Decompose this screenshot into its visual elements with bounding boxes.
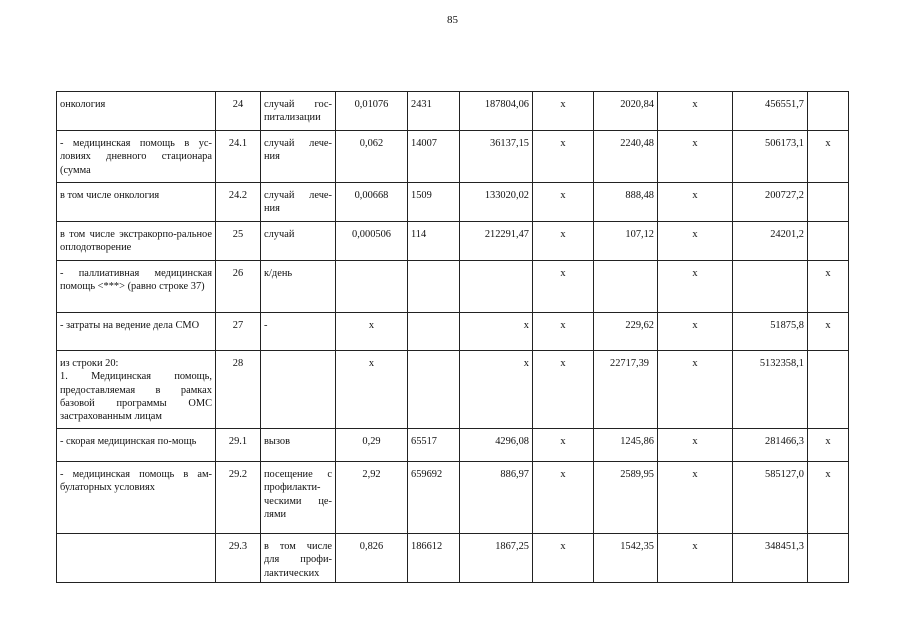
row-number-cell: 29.1: [216, 429, 261, 462]
cost-cell: 886,97: [460, 462, 533, 534]
total-cell: 200727,2: [733, 183, 808, 222]
col7-cell: х: [533, 92, 594, 131]
col7-cell: х: [533, 131, 594, 183]
page-number: 85: [447, 14, 458, 26]
norm-cell: 0,00668: [336, 183, 408, 222]
cost-cell: 133020,02: [460, 183, 533, 222]
unit-cell: случай гос-питализации: [261, 92, 336, 131]
count-cell: 186612: [408, 534, 460, 583]
unit-cell: к/день: [261, 261, 336, 313]
unit-cell: случай: [261, 222, 336, 261]
per-capita-cell: 2020,84: [594, 92, 658, 131]
col7-cell: х: [533, 261, 594, 313]
col11-cell: [808, 351, 849, 429]
norm-cell: 2,92: [336, 462, 408, 534]
col11-cell: [808, 222, 849, 261]
table-row: [57, 261, 849, 313]
row-name-cell: в том числе онкология: [57, 183, 216, 222]
unit-cell: случай лече-ния: [261, 183, 336, 222]
row-number-cell: 24.2: [216, 183, 261, 222]
col11-cell: х: [808, 261, 849, 313]
count-cell: 659692: [408, 462, 460, 534]
col9-cell: х: [658, 351, 733, 429]
col11-cell: х: [808, 313, 849, 351]
cost-cell: х: [460, 351, 533, 429]
row-name-cell: - паллиативная медицинская помощь <***> (равно строке 37): [57, 261, 216, 313]
cost-cell: 187804,06: [460, 92, 533, 131]
per-capita-cell: 2240,48: [594, 131, 658, 183]
per-capita-cell: 1542,35: [594, 534, 658, 583]
data-table: [56, 91, 849, 583]
per-capita-cell: 1245,86: [594, 429, 658, 462]
count-cell: 65517: [408, 429, 460, 462]
count-cell: 14007: [408, 131, 460, 183]
count-cell: 1509: [408, 183, 460, 222]
norm-cell: х: [336, 313, 408, 351]
row-number-cell: 26: [216, 261, 261, 313]
table-row: [57, 351, 849, 429]
count-cell: 114: [408, 222, 460, 261]
table-row: [57, 183, 849, 222]
row-name-cell: - медицинская помощь в ус-ловиях дневного стационара (сумма: [57, 131, 216, 183]
table-row: [57, 131, 849, 183]
row-name-cell: - медицинская помощь в ам-булаторных условиях: [57, 462, 216, 534]
table-row: [57, 429, 849, 462]
col7-cell: х: [533, 183, 594, 222]
count-cell: [408, 261, 460, 313]
col7-cell: х: [533, 534, 594, 583]
cost-cell: [460, 261, 533, 313]
row-number-cell: 24.1: [216, 131, 261, 183]
total-cell: 51875,8: [733, 313, 808, 351]
table-row: [57, 92, 849, 131]
per-capita-cell: [594, 261, 658, 313]
per-capita-cell: 2589,95: [594, 462, 658, 534]
col9-cell: х: [658, 183, 733, 222]
unit-cell: [261, 351, 336, 429]
per-capita-cell: 888,48: [594, 183, 658, 222]
total-cell: 456551,7: [733, 92, 808, 131]
table-row: [57, 313, 849, 351]
unit-cell: в том числе для профи-лактических: [261, 534, 336, 583]
norm-cell: 0,01076: [336, 92, 408, 131]
total-cell: 348451,3: [733, 534, 808, 583]
col9-cell: х: [658, 222, 733, 261]
col9-cell: х: [658, 313, 733, 351]
unit-cell: вызов: [261, 429, 336, 462]
col11-cell: х: [808, 429, 849, 462]
row-number-cell: 29.3: [216, 534, 261, 583]
total-cell: 281466,3: [733, 429, 808, 462]
col7-cell: х: [533, 222, 594, 261]
count-cell: [408, 313, 460, 351]
per-capita-cell: 229,62: [594, 313, 658, 351]
col9-cell: х: [658, 92, 733, 131]
cost-cell: 212291,47: [460, 222, 533, 261]
col7-cell: х: [533, 462, 594, 534]
per-capita-cell: 22717,39: [594, 351, 658, 429]
row-name-cell: из строки 20: 1. Медицинская помощь, предоставляемая в рамках базовой программы ОМС застрахованным лицам: [57, 351, 216, 429]
col11-cell: х: [808, 131, 849, 183]
count-cell: 2431: [408, 92, 460, 131]
table-row: [57, 534, 849, 583]
norm-cell: 0,29: [336, 429, 408, 462]
row-number-cell: 28: [216, 351, 261, 429]
norm-cell: х: [336, 351, 408, 429]
row-number-cell: 24: [216, 92, 261, 131]
col9-cell: х: [658, 462, 733, 534]
col7-cell: х: [533, 313, 594, 351]
col11-cell: [808, 534, 849, 583]
col9-cell: х: [658, 261, 733, 313]
row-name-cell: - скорая медицинская по-мощь: [57, 429, 216, 462]
cost-cell: 4296,08: [460, 429, 533, 462]
col7-cell: х: [533, 351, 594, 429]
col9-cell: х: [658, 131, 733, 183]
total-cell: 585127,0: [733, 462, 808, 534]
cost-cell: 1867,25: [460, 534, 533, 583]
cost-cell: х: [460, 313, 533, 351]
table-row: [57, 462, 849, 534]
col9-cell: х: [658, 534, 733, 583]
count-cell: [408, 351, 460, 429]
unit-cell: случай лече-ния: [261, 131, 336, 183]
row-number-cell: 29.2: [216, 462, 261, 534]
col11-cell: х: [808, 462, 849, 534]
total-cell: 506173,1: [733, 131, 808, 183]
norm-cell: 0,000506: [336, 222, 408, 261]
norm-cell: 0,062: [336, 131, 408, 183]
unit-cell: посещение с профилакти-ческими це-лями: [261, 462, 336, 534]
table-row: [57, 222, 849, 261]
total-cell: 24201,2: [733, 222, 808, 261]
unit-cell: -: [261, 313, 336, 351]
col7-cell: х: [533, 429, 594, 462]
total-cell: 5132358,1: [733, 351, 808, 429]
row-number-cell: 27: [216, 313, 261, 351]
row-number-cell: 25: [216, 222, 261, 261]
cost-cell: 36137,15: [460, 131, 533, 183]
row-name-cell: [57, 534, 216, 583]
per-capita-cell: 107,12: [594, 222, 658, 261]
col9-cell: х: [658, 429, 733, 462]
col11-cell: [808, 183, 849, 222]
row-name-cell: в том числе экстракорпо-ральное оплодотворение: [57, 222, 216, 261]
norm-cell: [336, 261, 408, 313]
row-name-cell: онкология: [57, 92, 216, 131]
col11-cell: [808, 92, 849, 131]
norm-cell: 0,826: [336, 534, 408, 583]
total-cell: [733, 261, 808, 313]
row-name-cell: - затраты на ведение дела СМО: [57, 313, 216, 351]
